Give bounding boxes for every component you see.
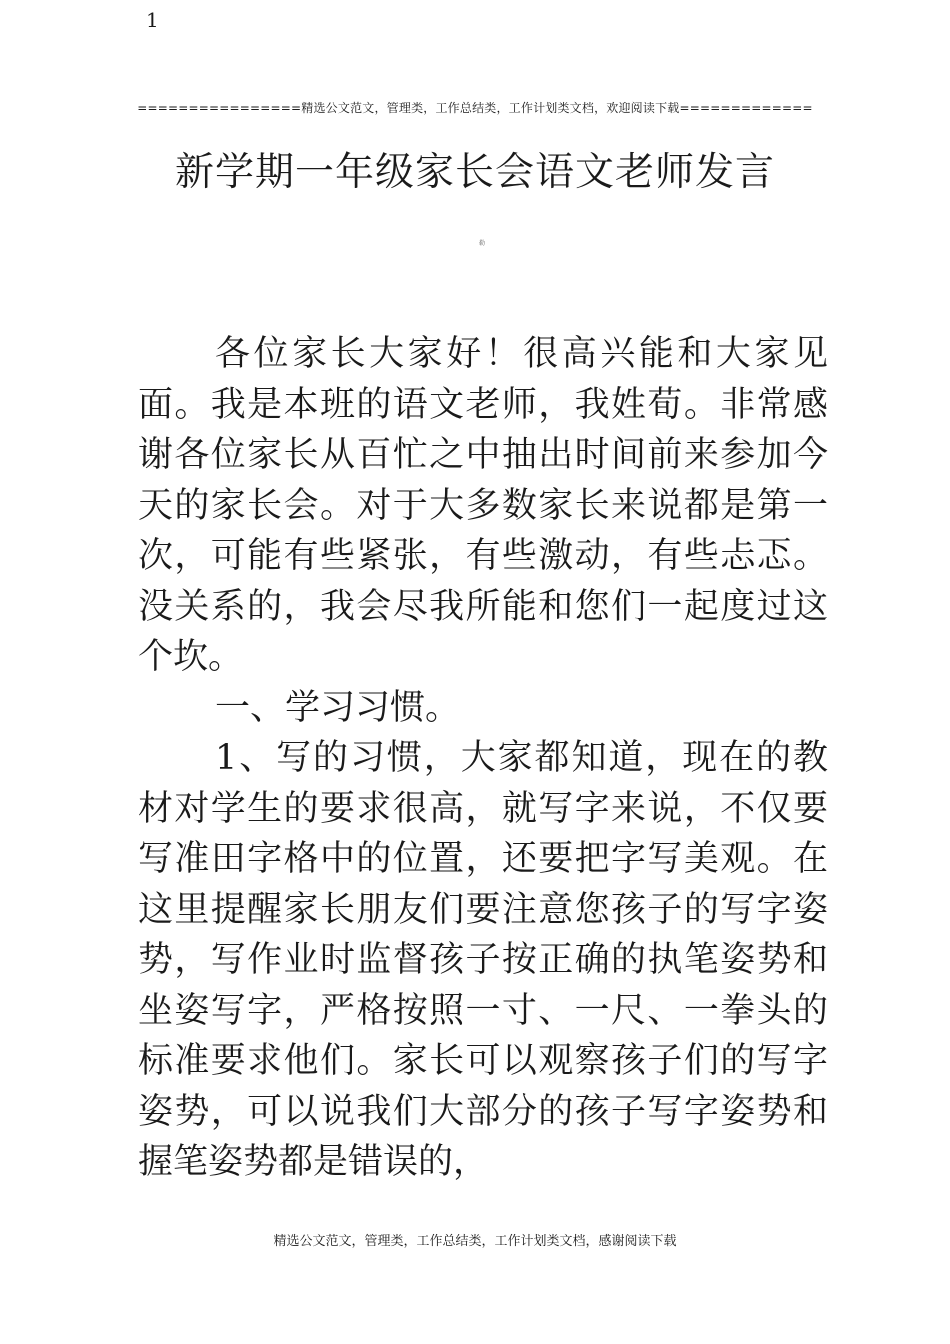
small-mark: 勒: [479, 240, 486, 247]
footer-banner: 精选公文范文，管理类，工作总结类，工作计划类文档，感谢阅读下载: [273, 1234, 677, 1249]
body-text: [138, 329, 828, 1188]
header-banner: ================精选公文范文，管理类，工作总结类，工作计划类文档，欢迎阅读下载=============: [137, 101, 813, 115]
document-title: 新学期一年级家长会语文老师发言: [174, 150, 775, 195]
intro-paragraph: 各位家长大家好！很高兴能和大家见面。我是本班的语文老师，我姓荀。非常感谢各位家长从百忙之中抽出时间前来参加今天的家长会。对于大多数家长来说都是第一次，可能有些紧张，有些激动，有些忐忑。没关系的，我会尽我所能和您们一起度过这个坎。: [138, 334, 828, 677]
writing-habit-paragraph: 1、写的习惯，大家都知道，现在的教材对学生的要求很高，就写字来说，不仅要写准田字格中的位置，还要把字写美观。在这里提醒家长朋友们要注意您孩子的写字姿势，写作业时监督孩子按正确的执笔姿势和坐姿写字，严格按照一寸、一尺、一拳头的标准要求他们。家长可以观察孩子们的写字姿势，可以说我们大部分的孩子写字姿势和握笔姿势都是错误的，: [138, 738, 828, 1182]
page-number: 1: [146, 8, 159, 32]
section-heading: 一、学习习惯。: [215, 687, 461, 728]
